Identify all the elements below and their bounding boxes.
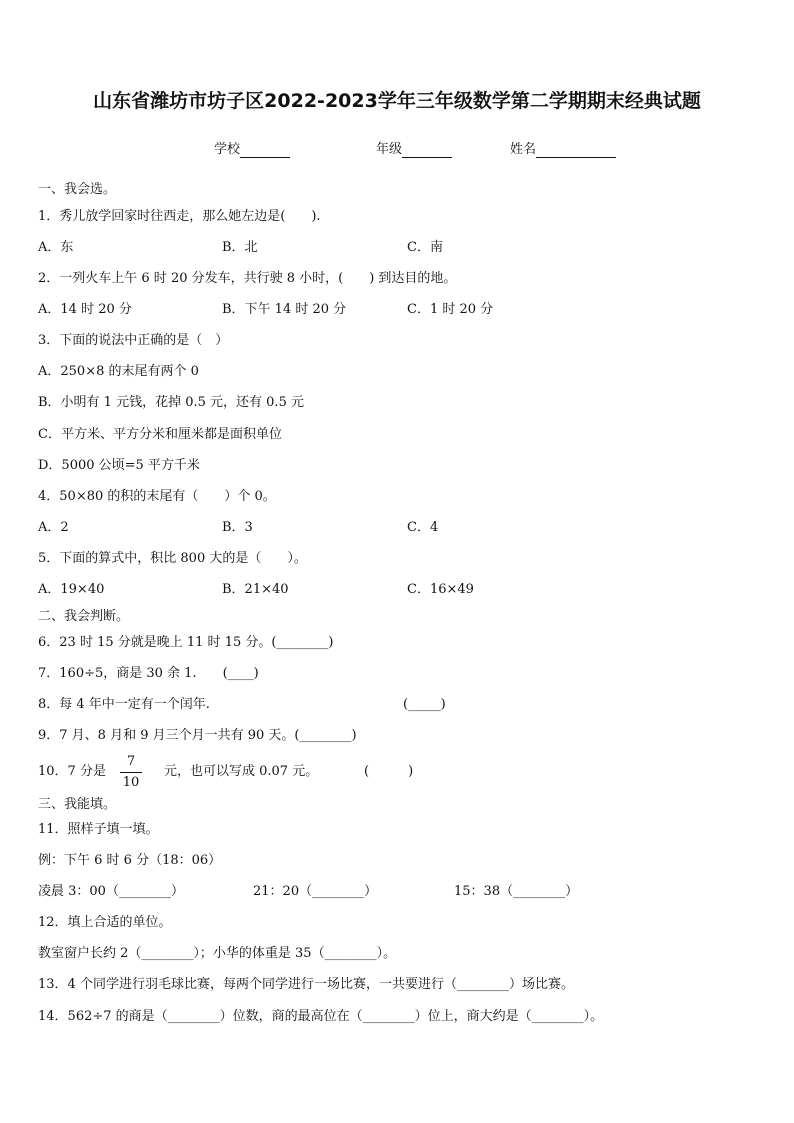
question-11: 11．照样子填一填。 [38,822,159,837]
question-10-end: 元，也可以写成 0.07 元。 [164,764,319,779]
q4-option-b: B．3 [222,520,253,535]
q1-option-c: C．南 [407,240,443,255]
question-9: 9．7 月、8 月和 9 月三个月一共有 90 天。(________) [38,728,357,743]
question-8: 8．每 4 年中一定有一个闰年. [38,697,210,712]
question-3: 3．下面的说法中正确的是（ ） [38,333,229,348]
q2-option-a: A．14 时 20 分 [38,302,132,317]
question-11-blank-a: 凌晨 3：00（________） [38,884,184,899]
page-title: 山东省潍坊市坊子区2022-2023学年三年级数学第二学期期末经典试题 [93,90,701,112]
q2-option-b: B．下午 14 时 20 分 [222,302,347,317]
section-3-heading: 三、我能填。 [38,797,117,812]
section-1-heading: 一、我会选。 [38,182,117,197]
question-6: 6．23 时 15 分就是晚上 11 时 15 分。(________) [38,635,334,650]
q5-option-c: C．16×49 [407,582,474,597]
question-12-blanks: 教室窗户长约 2（________）；小华的体重是 35（________）。 [38,946,397,961]
question-14: 14．562÷7 的商是（________）位数，商的最高位在（________）位上，商大约是（________）。 [38,1009,604,1024]
question-2: 2．一列火车上午 6 时 20 分发车，共行驶 8 小时，( ) 到达目的地。 [38,271,457,286]
fraction-numerator: 7 [126,754,136,769]
q3-option-a: A．250×8 的末尾有两个 0 [38,364,199,379]
question-5: 5．下面的算式中，积比 800 大的是（ ）。 [38,551,307,566]
grade-field: 年级 [376,142,452,158]
name-field: 姓名 [510,142,616,158]
question-13: 13．4 个同学进行羽毛球比赛，每两个同学进行一场比赛，一共要进行（________）场比赛。 [38,977,574,992]
fraction-denominator: 10 [122,775,140,790]
question-11-blank-c: 15：38（________） [454,884,579,899]
q5-option-a: A．19×40 [38,582,105,597]
q3-option-d: D．5000 公顷=5 平方千米 [38,458,200,473]
question-10-start: 10．7 分是 [38,764,106,779]
section-2-heading: 二、我会判断。 [38,609,130,624]
question-12: 12．填上合适的单位。 [38,915,172,930]
question-7: 7．160÷5，商是 30 余 1. (____) [38,666,259,681]
q3-option-b: B．小明有 1 元钱，花掉 0.5 元，还有 0.5 元 [38,395,304,410]
q1-option-b: B．北 [222,240,258,255]
question-10-blank: ( ) [364,764,414,779]
q4-option-a: A．2 [38,520,69,535]
q3-option-c: C．平方米、平方分米和厘米都是面积单位 [38,427,282,442]
question-8-blank: (_____) [403,697,446,712]
question-11-blank-b: 21：20（________） [253,884,378,899]
question-4: 4．50×80 的积的末尾有（ ）个 0。 [38,489,276,504]
q5-option-b: B．21×40 [222,582,289,597]
q4-option-c: C．4 [407,520,439,535]
question-11-example: 例：下午 6 时 6 分（18：06） [38,853,222,868]
q1-option-a: A．东 [38,240,74,255]
fraction-bar [120,772,142,773]
q2-option-c: C．1 时 20 分 [407,302,494,317]
fraction-seven-tenths [120,754,142,791]
question-1: 1．秀儿放学回家时往西走，那么她左边是( ). [38,209,321,224]
school-field: 学校 [214,142,290,158]
